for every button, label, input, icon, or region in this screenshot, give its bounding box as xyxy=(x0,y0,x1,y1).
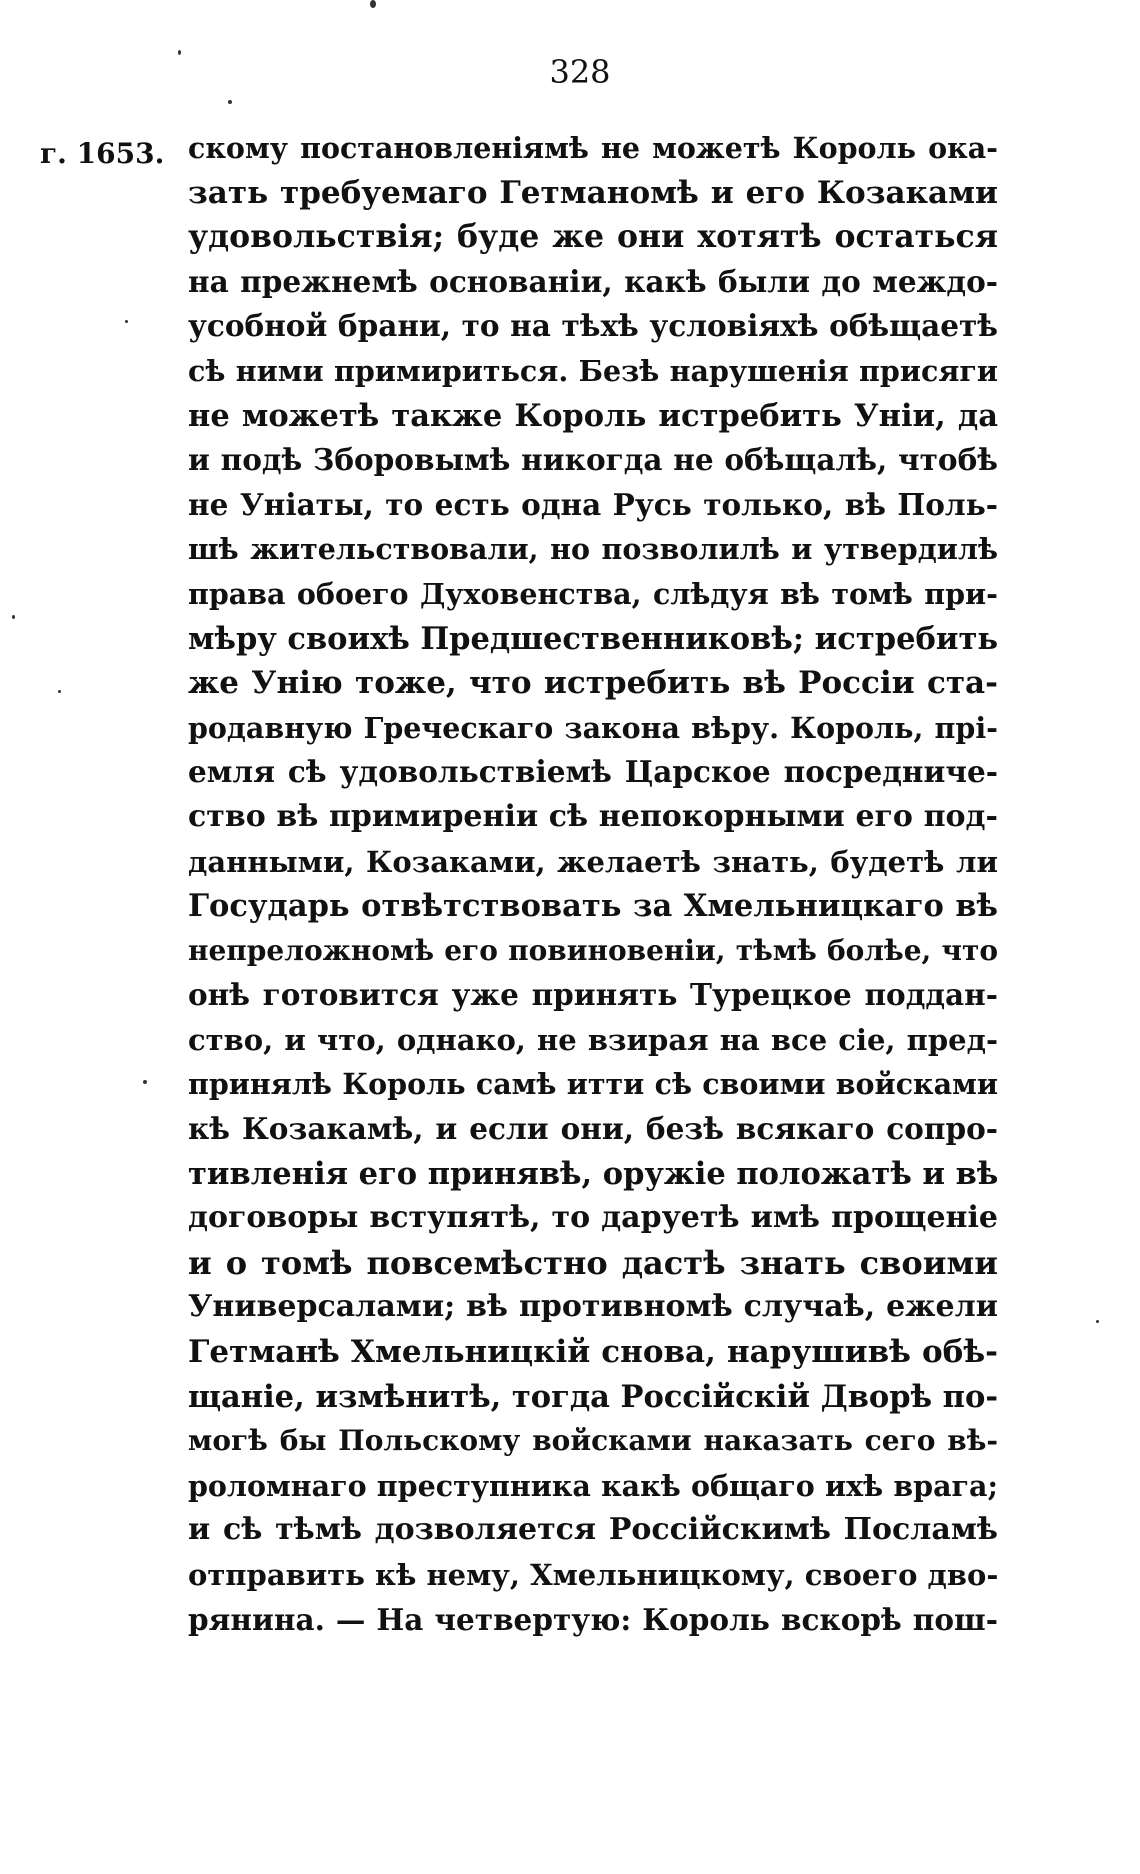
text-line: же Унію тоже, что истребить вѣ Россіи ста- xyxy=(188,665,998,702)
text-line: не можетѣ также Король истребить Уніи, да xyxy=(188,397,998,434)
text-line: тивленія его принявѣ, оружіе положатѣ и вѣ xyxy=(188,1155,999,1192)
text-line: ство вѣ примиреніи сѣ непокорными его под- xyxy=(188,798,998,834)
text-line: непреложномѣ его повиновеніи, тѣмѣ болѣе, что xyxy=(188,933,998,967)
text-line: ство, и что, однако, не взирая на все сіе, пред- xyxy=(188,1022,998,1057)
text-line: скому постановленіямѣ не можетѣ Король ока- xyxy=(188,131,998,165)
scan-speck xyxy=(143,1080,147,1084)
text-line: данными, Козаками, желаетѣ знать, будетѣ ли xyxy=(188,844,998,879)
text-line: зать требуемаго Гетманомѣ и его Козаками xyxy=(188,174,998,211)
text-line: на прежнемѣ основаніи, какѣ были до междо- xyxy=(188,263,998,299)
text-line: и подѣ Зборовымѣ никогда не обѣщалѣ, чтобѣ xyxy=(188,442,998,478)
text-line: шѣ жительствовали, но позволилѣ и утвердилѣ xyxy=(188,532,998,567)
text-line: и сѣ тѣмѣ дозволяется Россійскимѣ Посламѣ xyxy=(188,1512,998,1548)
text-line: мѣру своихѣ Предшественниковѣ; истребить xyxy=(188,620,999,657)
text-line: родавную Греческаго закона вѣру. Король, прі- xyxy=(188,710,998,745)
scan-speck xyxy=(370,0,376,8)
text-line: роломнаго преступника какѣ общаго ихѣ врага; xyxy=(188,1468,998,1503)
text-line: Универсалами; вѣ противномѣ случаѣ, ежели xyxy=(188,1289,998,1325)
text-line: рянина. — На четвертую: Король вскорѣ пош- xyxy=(188,1601,998,1637)
text-line: усобной брани, то на тѣхѣ условіяхѣ обѣщаетѣ xyxy=(188,308,998,344)
scan-speck xyxy=(58,690,61,693)
scan-speck xyxy=(228,100,232,104)
scan-speck xyxy=(125,320,128,323)
scan-speck xyxy=(12,615,15,619)
text-line: сѣ ними примириться. Безѣ нарушенія присяги xyxy=(188,353,998,388)
text-line: щаніе, измѣнитѣ, тогда Россійскій Дворѣ по- xyxy=(188,1378,998,1415)
page-number: 328 xyxy=(549,53,611,91)
text-line: принялѣ Король самѣ итти сѣ своими войсками xyxy=(188,1067,998,1102)
text-line: не Уніаты, то есть одна Русь только, вѣ Поль- xyxy=(188,486,998,522)
text-line: емля сѣ удовольствіемѣ Царское посредниче- xyxy=(188,754,998,790)
text-line: права обоего Духовенства, слѣдуя вѣ томѣ при- xyxy=(188,576,998,611)
scan-speck xyxy=(178,50,181,55)
text-line: отправить кѣ нему, Хмельницкому, своего дво- xyxy=(188,1558,999,1592)
text-line: удовольствія; буде же они хотятѣ остаться xyxy=(188,218,998,256)
text-line: Гетманѣ Хмельницкій снова, нарушивѣ обѣ- xyxy=(188,1334,998,1371)
text-line: кѣ Козакамѣ, и если они, безѣ всякаго сопро- xyxy=(188,1111,998,1147)
text-line: договоры вступятѣ, то даруетѣ имѣ прощеніе xyxy=(188,1200,998,1236)
text-line: онѣ готовится уже принять Турецкое поддан- xyxy=(188,977,998,1013)
text-line: могѣ бы Польскому войсками наказать сего вѣ- xyxy=(188,1424,998,1458)
text-line: и о томѣ повсемѣстно дастѣ знать своими xyxy=(188,1243,998,1282)
scan-speck xyxy=(1096,1320,1099,1323)
margin-year-note: г. 1653. xyxy=(40,137,165,170)
text-line: Государь отвѣтствовать за Хмельницкаго вѣ xyxy=(188,888,998,925)
body-text xyxy=(188,126,998,1642)
